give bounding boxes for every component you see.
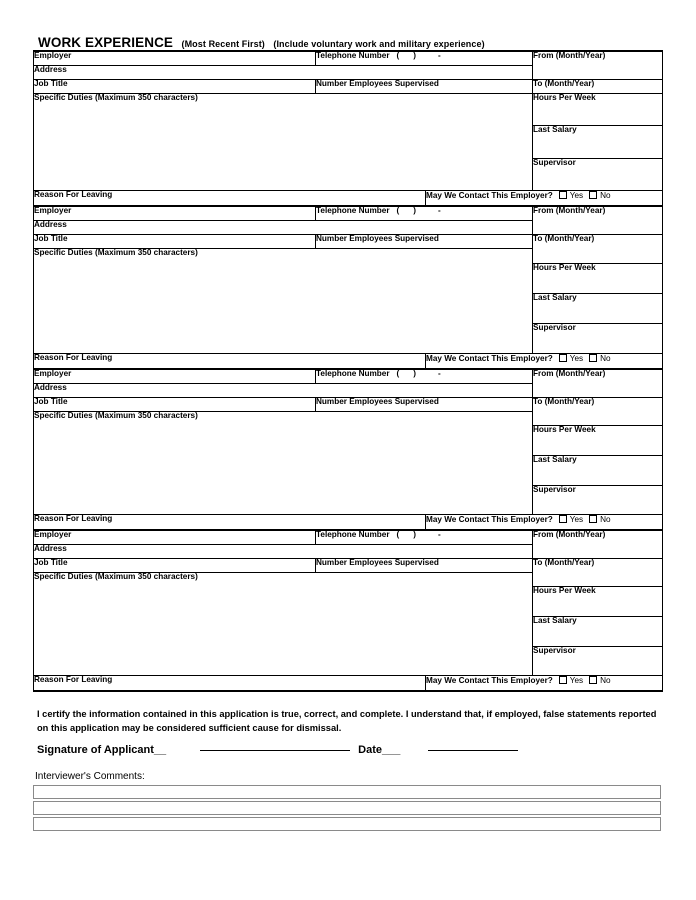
- interviewer-comments-label: Interviewer's Comments:: [35, 771, 145, 782]
- hours-per-week-label: Hours Per Week: [533, 263, 596, 272]
- page-title-note-include: (Include voluntary work and military experience): [273, 39, 485, 49]
- table-row: [34, 354, 663, 370]
- employer-cell-1[interactable]: [34, 51, 316, 66]
- contact-yes-label: Yes: [569, 515, 584, 524]
- hours-per-week-cell-4[interactable]: [533, 587, 663, 617]
- table-row: [34, 235, 663, 249]
- to-month-year-cell-2[interactable]: [533, 235, 663, 264]
- from-month-year-label: From (Month/Year): [533, 530, 606, 539]
- contact-yes-checkbox[interactable]: [559, 354, 567, 362]
- supervisor-cell-1[interactable]: [533, 158, 663, 190]
- reason-for-leaving-label: Reason For Leaving: [34, 514, 113, 523]
- specific-duties-label: Specific Duties (Maximum 350 characters): [34, 411, 198, 420]
- specific-duties-cell-3[interactable]: [34, 412, 533, 515]
- telephone-cell-4[interactable]: [316, 530, 533, 545]
- from-month-year-cell-1[interactable]: [533, 51, 663, 80]
- hours-per-week-cell-2[interactable]: [533, 264, 663, 294]
- hours-per-week-label: Hours Per Week: [533, 93, 596, 102]
- table-row: [34, 676, 663, 692]
- supervisor-label: Supervisor: [533, 323, 576, 332]
- to-month-year-cell-4[interactable]: [533, 559, 663, 587]
- last-salary-cell-1[interactable]: [533, 126, 663, 158]
- table-row: [34, 369, 663, 384]
- from-month-year-cell-3[interactable]: [533, 369, 663, 398]
- contact-no-label: No: [600, 676, 611, 685]
- reason-for-leaving-label: Reason For Leaving: [34, 675, 113, 684]
- may-we-contact-label: May We Contact This Employer?: [426, 676, 553, 685]
- signature-date-line[interactable]: [428, 750, 518, 751]
- specific-duties-cell-1[interactable]: [34, 94, 533, 191]
- telephone-cell-2[interactable]: [316, 206, 533, 221]
- to-month-year-label: To (Month/Year): [533, 558, 595, 567]
- supervisor-label: Supervisor: [533, 485, 576, 494]
- telephone-label: Telephone Number: [316, 530, 390, 539]
- table-row: [34, 80, 663, 94]
- contact-yes-checkbox[interactable]: [559, 515, 567, 523]
- specific-duties-label: Specific Duties (Maximum 350 characters): [34, 572, 198, 581]
- may-we-contact-label: May We Contact This Employer?: [426, 515, 553, 524]
- last-salary-label: Last Salary: [533, 293, 577, 302]
- hours-per-week-cell-1[interactable]: [533, 94, 663, 126]
- employer-label: Employer: [34, 206, 72, 215]
- last-salary-cell-3[interactable]: [533, 456, 663, 486]
- reason-for-leaving-label: Reason For Leaving: [34, 190, 113, 199]
- last-salary-label: Last Salary: [533, 125, 577, 135]
- contact-no-label: No: [600, 354, 611, 363]
- from-month-year-cell-2[interactable]: [533, 206, 663, 235]
- work-experience-table: [33, 50, 663, 692]
- table-row: [34, 515, 663, 531]
- telephone-paren-close: ): [413, 206, 417, 215]
- signature-date-label: Date___: [358, 744, 401, 756]
- specific-duties-cell-2[interactable]: [34, 249, 533, 354]
- telephone-dash: -: [438, 51, 441, 60]
- specific-duties-label: Specific Duties (Maximum 350 characters): [34, 248, 198, 257]
- telephone-label: Telephone Number: [316, 51, 390, 60]
- to-month-year-label: To (Month/Year): [533, 234, 595, 243]
- to-month-year-cell-1[interactable]: [533, 80, 663, 94]
- reason-for-leaving-cell-2[interactable]: [34, 354, 426, 370]
- employer-label: Employer: [34, 369, 72, 378]
- contact-no-checkbox[interactable]: [589, 191, 597, 199]
- job-title-label: Job Title: [34, 397, 68, 406]
- job-title-cell-2[interactable]: [34, 235, 316, 249]
- address-label: Address: [34, 220, 67, 229]
- certification-statement: I certify the information contained in this application is true, correct, and complete. I understand that, if employed, false statements reported on this application may be considered sufficient cause for dismissal.: [37, 709, 657, 733]
- supervisor-cell-3[interactable]: [533, 486, 663, 515]
- telephone-paren-open: (: [396, 530, 400, 539]
- num-supervised-cell-3[interactable]: [316, 398, 533, 412]
- address-cell-2[interactable]: [34, 221, 533, 235]
- specific-duties-cell-4[interactable]: [34, 573, 533, 676]
- specific-duties-label: Specific Duties (Maximum 350 characters): [34, 93, 198, 102]
- signature-row: [37, 744, 518, 756]
- last-salary-label: Last Salary: [533, 616, 577, 625]
- telephone-paren-close: ): [413, 369, 417, 378]
- address-cell-4[interactable]: [34, 545, 533, 559]
- may-we-contact-cell-3: [426, 515, 663, 531]
- reason-for-leaving-cell-4[interactable]: [34, 676, 426, 692]
- table-row: [34, 51, 663, 66]
- address-cell-3[interactable]: [34, 384, 533, 398]
- job-title-label: Job Title: [34, 234, 68, 243]
- employer-cell-3[interactable]: [34, 369, 316, 384]
- telephone-cell-3[interactable]: [316, 369, 533, 384]
- work-experience-body: [34, 51, 663, 691]
- supervisor-cell-2[interactable]: [533, 324, 663, 354]
- telephone-dash: -: [438, 369, 441, 378]
- job-title-label: Job Title: [34, 79, 68, 88]
- contact-yes-checkbox[interactable]: [559, 191, 567, 199]
- contact-no-checkbox[interactable]: [589, 354, 597, 362]
- may-we-contact-label: May We Contact This Employer?: [426, 354, 553, 363]
- from-month-year-label: From (Month/Year): [533, 51, 606, 60]
- reason-for-leaving-cell-1[interactable]: [34, 191, 426, 207]
- job-title-cell-3[interactable]: [34, 398, 316, 412]
- reason-for-leaving-cell-3[interactable]: [34, 515, 426, 531]
- from-month-year-label: From (Month/Year): [533, 369, 606, 378]
- supervisor-label: Supervisor: [533, 157, 576, 167]
- hours-per-week-label: Hours Per Week: [533, 425, 596, 434]
- may-we-contact-cell-1: [426, 191, 663, 207]
- telephone-paren-open: (: [396, 51, 400, 60]
- last-salary-cell-4[interactable]: [533, 617, 663, 647]
- address-label: Address: [34, 544, 67, 553]
- to-month-year-label: To (Month/Year): [533, 397, 595, 406]
- table-row: [34, 191, 663, 207]
- telephone-label: Telephone Number: [316, 206, 390, 215]
- num-supervised-label: Number Employees Supervised: [316, 234, 439, 243]
- table-row: [34, 206, 663, 221]
- num-supervised-label: Number Employees Supervised: [316, 558, 439, 567]
- may-we-contact-cell-4: [426, 676, 663, 692]
- telephone-dash: -: [438, 206, 441, 215]
- contact-no-label: No: [600, 191, 611, 200]
- signature-applicant-line[interactable]: [200, 750, 350, 751]
- last-salary-cell-2[interactable]: [533, 294, 663, 324]
- num-supervised-label: Number Employees Supervised: [316, 79, 439, 88]
- interviewer-comments-line-3[interactable]: [33, 817, 661, 831]
- contact-yes-label: Yes: [569, 354, 584, 363]
- reason-for-leaving-label: Reason For Leaving: [34, 353, 113, 362]
- from-month-year-label: From (Month/Year): [533, 206, 606, 215]
- telephone-paren-close: ): [413, 51, 417, 60]
- contact-no-checkbox[interactable]: [589, 515, 597, 523]
- telephone-dash: -: [438, 530, 441, 539]
- address-cell-1[interactable]: [34, 66, 533, 80]
- telephone-label: Telephone Number: [316, 369, 390, 378]
- signature-applicant-label: Signature of Applicant__: [37, 744, 167, 756]
- may-we-contact-label: May We Contact This Employer?: [426, 191, 553, 200]
- job-title-cell-4[interactable]: [34, 559, 316, 573]
- contact-yes-checkbox[interactable]: [559, 676, 567, 684]
- interviewer-comments-line-2[interactable]: [33, 801, 661, 815]
- contact-no-checkbox[interactable]: [589, 676, 597, 684]
- employer-cell-2[interactable]: [34, 206, 316, 221]
- supervisor-label: Supervisor: [533, 646, 576, 655]
- last-salary-label: Last Salary: [533, 455, 577, 464]
- num-supervised-label: Number Employees Supervised: [316, 397, 439, 406]
- may-we-contact-cell-2: [426, 354, 663, 370]
- supervisor-cell-4[interactable]: [533, 647, 663, 676]
- address-label: Address: [34, 65, 67, 74]
- address-label: Address: [34, 383, 67, 392]
- interviewer-comments-line-1[interactable]: [33, 785, 661, 799]
- table-row: [34, 530, 663, 545]
- table-row: [34, 559, 663, 573]
- employer-cell-4[interactable]: [34, 530, 316, 545]
- num-supervised-cell-1[interactable]: [316, 80, 533, 94]
- contact-yes-label: Yes: [569, 191, 584, 200]
- job-title-label: Job Title: [34, 558, 68, 567]
- employer-label: Employer: [34, 51, 72, 60]
- page-title-note-order: (Most Recent First): [181, 39, 265, 49]
- from-month-year-cell-4[interactable]: [533, 530, 663, 559]
- to-month-year-label: To (Month/Year): [533, 79, 595, 88]
- telephone-paren-open: (: [396, 369, 400, 378]
- num-supervised-cell-4[interactable]: [316, 559, 533, 573]
- telephone-paren-close: ): [413, 530, 417, 539]
- page-title-main: WORK EXPERIENCE: [38, 35, 174, 50]
- to-month-year-cell-3[interactable]: [533, 398, 663, 426]
- hours-per-week-cell-3[interactable]: [533, 426, 663, 456]
- job-title-cell-1[interactable]: [34, 80, 316, 94]
- table-row: [34, 398, 663, 412]
- num-supervised-cell-2[interactable]: [316, 235, 533, 249]
- telephone-cell-1[interactable]: [316, 51, 533, 66]
- contact-yes-label: Yes: [569, 676, 584, 685]
- hours-per-week-label: Hours Per Week: [533, 586, 596, 595]
- telephone-paren-open: (: [396, 206, 400, 215]
- employer-label: Employer: [34, 530, 72, 539]
- contact-no-label: No: [600, 515, 611, 524]
